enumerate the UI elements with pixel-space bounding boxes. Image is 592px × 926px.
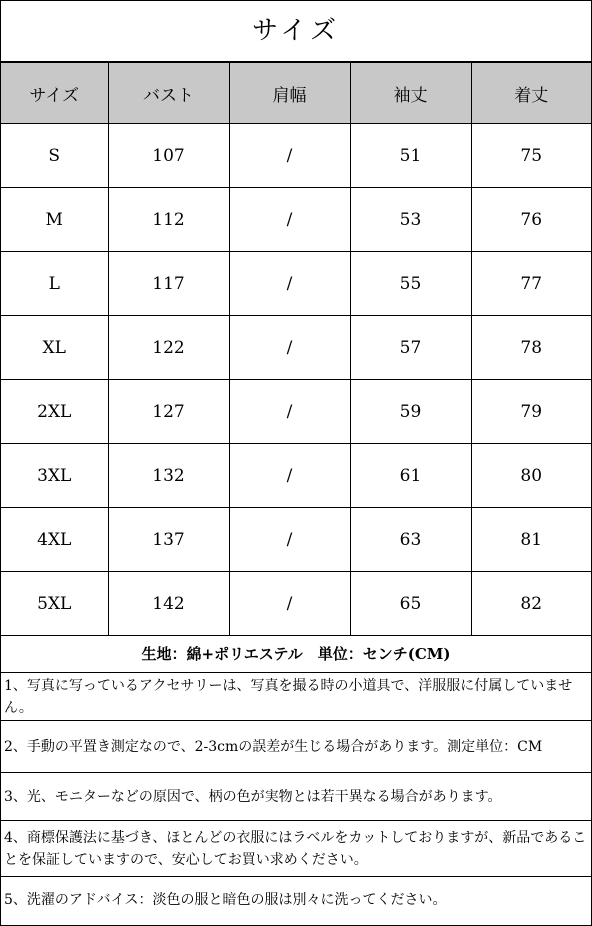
cell-length: 78 xyxy=(471,316,591,380)
cell-bust: 107 xyxy=(108,124,229,188)
cell-bust: 122 xyxy=(108,316,229,380)
cell-size: 2XL xyxy=(1,380,108,444)
table-row xyxy=(1,316,591,380)
cell-size: M xyxy=(1,188,108,252)
cell-length: 82 xyxy=(471,572,591,636)
cell-length: 81 xyxy=(471,508,591,572)
table-row xyxy=(1,444,591,508)
note-text: 3、光、モニターなどの原因で、柄の色が実物とは若干異なる場合があります。 xyxy=(4,788,502,805)
cell-shoulder: / xyxy=(229,380,350,444)
table-row xyxy=(1,572,591,636)
cell-length: 80 xyxy=(471,444,591,508)
cell-size: 4XL xyxy=(1,508,108,572)
cell-shoulder: / xyxy=(229,252,350,316)
cell-bust: 117 xyxy=(108,252,229,316)
header-bust: バスト xyxy=(108,63,229,124)
cell-shoulder: / xyxy=(229,188,350,252)
header-shoulder: 肩幅 xyxy=(229,63,350,124)
cell-shoulder: / xyxy=(229,444,350,508)
cell-sleeve: 55 xyxy=(350,252,471,316)
table-row xyxy=(1,380,591,444)
page-title: サイズ xyxy=(1,1,591,62)
table-header-row xyxy=(1,63,591,124)
note-measurement xyxy=(1,721,591,773)
cell-shoulder: / xyxy=(229,316,350,380)
cell-shoulder: / xyxy=(229,508,350,572)
table-row xyxy=(1,188,591,252)
header-length: 着丈 xyxy=(471,63,591,124)
table-row xyxy=(1,252,591,316)
note-text: 1、写真に写っているアクセサリーは、写真を撮る時の小道具で、洋服服に付属していません。 xyxy=(4,677,573,716)
note-washing xyxy=(1,877,591,923)
fabric-unit-line: 生地：綿+ポリエステル 単位：センチ(CM) xyxy=(1,636,591,673)
header-sleeve: 袖丈 xyxy=(350,63,471,124)
cell-size: XL xyxy=(1,316,108,380)
table-row xyxy=(1,508,591,572)
cell-length: 77 xyxy=(471,252,591,316)
cell-size: L xyxy=(1,252,108,316)
cell-sleeve: 63 xyxy=(350,508,471,572)
cell-sleeve: 61 xyxy=(350,444,471,508)
cell-length: 79 xyxy=(471,380,591,444)
cell-size: 3XL xyxy=(1,444,108,508)
cell-bust: 112 xyxy=(108,188,229,252)
cell-size: S xyxy=(1,124,108,188)
cell-bust: 137 xyxy=(108,508,229,572)
cell-shoulder: / xyxy=(229,124,350,188)
note-text: 2、手動の平置き測定なので、2-3cmの誤差が生じる場合があります。測定単位：CM xyxy=(4,738,543,755)
cell-sleeve: 51 xyxy=(350,124,471,188)
cell-bust: 127 xyxy=(108,380,229,444)
header-size: サイズ xyxy=(1,63,108,124)
note-color xyxy=(1,773,591,821)
table-row xyxy=(1,124,591,188)
cell-shoulder: / xyxy=(229,572,350,636)
cell-sleeve: 65 xyxy=(350,572,471,636)
note-text: 4、商標保護法に基づき、ほとんどの衣服にはラベルをカットしておりますが、新品であることを保証していますので、安心してお買い求めください。 xyxy=(4,829,587,868)
size-table xyxy=(1,62,591,636)
cell-size: 5XL xyxy=(1,572,108,636)
note-label xyxy=(1,821,591,877)
cell-length: 75 xyxy=(471,124,591,188)
cell-bust: 142 xyxy=(108,572,229,636)
note-accessories xyxy=(1,673,591,721)
cell-sleeve: 57 xyxy=(350,316,471,380)
cell-sleeve: 53 xyxy=(350,188,471,252)
cell-sleeve: 59 xyxy=(350,380,471,444)
cell-bust: 132 xyxy=(108,444,229,508)
note-text: 5、洗濯のアドバイス：淡色の服と暗色の服は別々に洗ってください。 xyxy=(4,892,447,908)
cell-length: 76 xyxy=(471,188,591,252)
